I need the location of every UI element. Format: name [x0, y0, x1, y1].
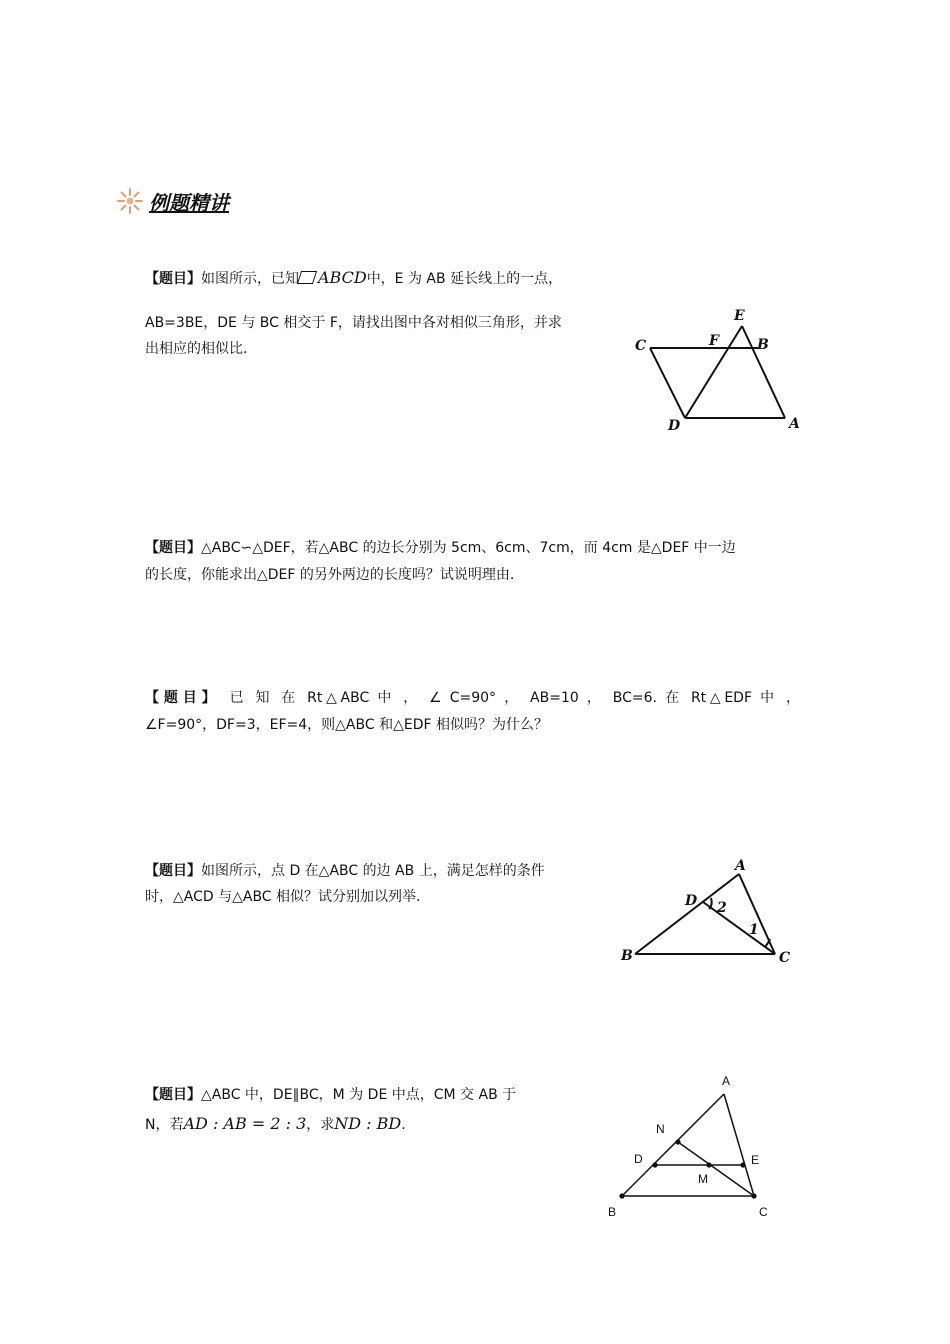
- label-f: F: [709, 333, 719, 349]
- label-a: A: [722, 1074, 731, 1088]
- label-angle-2: 2: [717, 900, 727, 916]
- problem-tag: 【题目】: [145, 271, 201, 287]
- parallelogram-expression: ABCD: [299, 268, 367, 287]
- label-a: A: [789, 416, 800, 432]
- problem-5-line-1: [145, 1082, 585, 1109]
- label-d: D: [634, 1152, 643, 1166]
- segment-cd: [650, 348, 685, 418]
- problem-1-line-1: [145, 264, 645, 293]
- problem-1-line-2: AB=3BE，DE 与 BC 相交于 F，请找出图中各对相似三角形，并求: [145, 315, 562, 331]
- problem-1-text-b: 中，E 为 AB 延长线上的一点，: [366, 271, 563, 287]
- label-c: C: [635, 338, 647, 354]
- label-e: E: [751, 1153, 760, 1167]
- label-a: A: [735, 858, 746, 874]
- ratio-expression-2: ND : BD: [334, 1114, 402, 1133]
- segment-ab: [622, 1094, 724, 1196]
- problem-2-text-a: △ABC∽△DEF，若△ABC 的边长分别为 5cm、6cm、7cm，而 4cm 是△DEF 中一边: [201, 540, 736, 556]
- section-title: 例题精讲: [149, 190, 229, 215]
- problem-4-line-1: [145, 858, 625, 885]
- problem-1-line-3: 出相应的相似比.: [145, 341, 248, 357]
- point-b: [619, 1193, 624, 1198]
- label-c: C: [759, 1205, 768, 1219]
- problem-2-line-1: [145, 535, 805, 562]
- label-b: B: [621, 948, 633, 964]
- problem-5-text-b: N，若: [145, 1117, 184, 1133]
- label-d: D: [685, 893, 698, 909]
- label-m: M: [698, 1172, 708, 1186]
- problem-4-line-2: 时，△ACD 与△ABC 相似？试分别加以列举.: [145, 889, 421, 905]
- problem-3-line-1: [145, 685, 800, 712]
- problem-tag: 【题目】: [145, 863, 201, 879]
- point-c: [751, 1193, 756, 1198]
- sun-sparkle-icon: [115, 186, 145, 216]
- problem-1-text-a: 如图所示，已知: [201, 271, 299, 287]
- problem-5-line-2: [145, 1110, 585, 1139]
- problem-5-text-a: △ABC 中，DE∥BC，M 为 DE 中点，CM 交 AB 于: [201, 1087, 517, 1103]
- problem-5-text-d: .: [401, 1117, 406, 1133]
- problem-2-line-2: 的长度，你能求出△DEF 的另外两边的长度吗？试说明理由.: [145, 567, 515, 583]
- point-n: [675, 1139, 680, 1144]
- problem-3-line-2: ∠F=90°，DF=3，EF=4，则△ABC 和△EDF 相似吗？为什么？: [145, 717, 548, 733]
- ratio-expression-1: AD : AB = 2 : 3: [183, 1114, 307, 1133]
- label-c: C: [779, 950, 791, 966]
- label-angle-1: 1: [749, 922, 759, 938]
- problem-tag: 【 题 目 】: [145, 690, 216, 706]
- label-b: B: [608, 1205, 617, 1219]
- segment-ac: [724, 1094, 754, 1196]
- point-e: [740, 1162, 745, 1167]
- point-d: [652, 1162, 657, 1167]
- problem-5-text-c: ，求: [306, 1117, 335, 1133]
- label-b: B: [757, 337, 769, 353]
- label-d: D: [668, 418, 681, 434]
- figure-triangle-acd: [615, 850, 805, 970]
- figure-parallelogram: [620, 300, 820, 440]
- problem-tag: 【题目】: [145, 540, 201, 556]
- angle-2-arc: [709, 898, 712, 909]
- point-m: [706, 1162, 711, 1167]
- label-n: N: [656, 1122, 665, 1136]
- problem-3-text-a: 已 知 在 Rt△ABC 中 ， ∠ C=90° ， AB=10 ， BC=6. 在 Rt△EDF 中 ，: [229, 690, 800, 706]
- segment-cn: [678, 1142, 754, 1196]
- problem-4-text-a: 如图所示，点 D 在△ABC 的边 AB 上，满足怎样的条件: [201, 863, 545, 879]
- label-e: E: [734, 308, 745, 324]
- problem-tag: 【题目】: [145, 1087, 201, 1103]
- section-heading: [115, 184, 229, 218]
- figure-triangle-de-bc: [600, 1070, 780, 1230]
- parallelogram-icon: [297, 271, 317, 284]
